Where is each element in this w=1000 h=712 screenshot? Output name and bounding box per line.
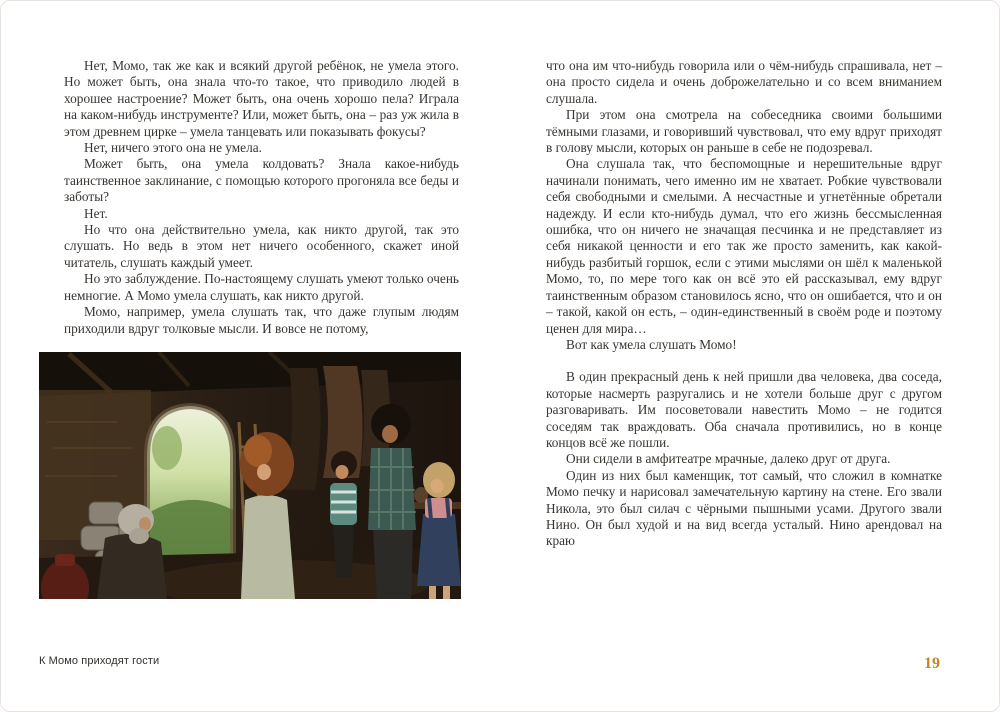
paragraph: В один прекрасный день к ней пришли два человека, два соседа, которые насмерть разругались и не хотели больше друг с другом разговаривать. Им посоветовали навестить Момо – не годится соседям так враждовать. Оба сначала противились, но в конце концов всё же пошли. — [546, 369, 942, 450]
momo-scene-graphic — [39, 352, 461, 599]
left-text-column — [64, 58, 459, 337]
page-number: 19 — [924, 655, 940, 672]
paragraph: Она слушала так, что беспомощные и нерешительные вдруг начинали понимать, чего именно им не хватает. Робкие чувствовали себя свободными и смелыми. А несчастные и угнетённые обретали надежду. И если кто-нибудь думал, что его жизнь бессмысленная ошибка, что он ничего не значащая песчинка и не представляет из себя никакой ценности и его так же просто заменить, как какой-нибудь разбитый горшок, если с этими мыслями он шёл к маленькой Момо, то, по мере того как он всё это ей рассказывал, ему вдруг таинственным образом становилось ясно, что он ошибается, что и он – такой, какой он есть, – один-единственный в своём роде и поэтому ценен для мира… — [546, 156, 942, 336]
paragraph: что она им что-нибудь говорила или о чём-нибудь спрашивала, нет – она просто сидела и очень доброжелательно и со всем вниманием слушала. — [546, 58, 942, 106]
paragraph: Нет, ничего этого она не умела. — [84, 140, 262, 156]
page-right — [546, 1, 942, 712]
scene-illustration — [39, 352, 461, 599]
paragraph: Но это заблуждение. По-настоящему слушать умеют только очень немногие. А Момо умела слушать, как никто другой. — [64, 271, 459, 303]
paragraph: Один из них был каменщик, тот самый, что сложил в комнатке Момо печку и нарисовал замечательную картину на стене. Его звали Никола, это был силач с чёрными пышными усами. Другого звали Нино. Он был худой и на вид всегда усталый. Нино арендовал на краю — [546, 467, 942, 549]
paragraph: Но что она действительно умела, как никто другой, так это слушать. Но ведь в этом нет ничего особенного, скажет иной читатель, слушать каждый умеет. — [64, 222, 459, 270]
page-left — [39, 1, 461, 712]
right-text-column — [546, 58, 942, 550]
paragraph: При этом она смотрела на собеседника своими большими тёмными глазами, и говоривший чувствовал, что ему вдруг приходят в голову мысли, которых он раньше в себе не подозревал. — [546, 107, 942, 156]
running-footer-caption: К Момо приходят гости — [39, 655, 160, 667]
paragraph: Момо, например, умела слушать так, что даже глупым людям приходили вдруг толковые мысли. И вовсе не потому, — [64, 304, 459, 336]
paragraph: Нет. — [84, 205, 108, 221]
paragraph: Может быть, она умела колдовать? Знала какое-нибудь таинственное заклинание, с помощью которого прогоняла все беды и заботы? — [64, 156, 459, 205]
paragraph: Нет, Момо, так же как и всякий другой ребёнок, не умела этого. Но может быть, она знала что-то такое, что приводило людей в хорошее настроение? Может быть, она очень хорошо пела? Играла на каком-нибудь инструменте? Или, может быть, она – раз уж жила в этом древнем цирке – умела танцевать или показывать фокусы? — [64, 58, 459, 139]
paragraph: Вот как умела слушать Момо! — [566, 336, 737, 352]
paragraph: Они сидели в амфитеатре мрачные, далеко друг от друга. — [566, 451, 891, 467]
